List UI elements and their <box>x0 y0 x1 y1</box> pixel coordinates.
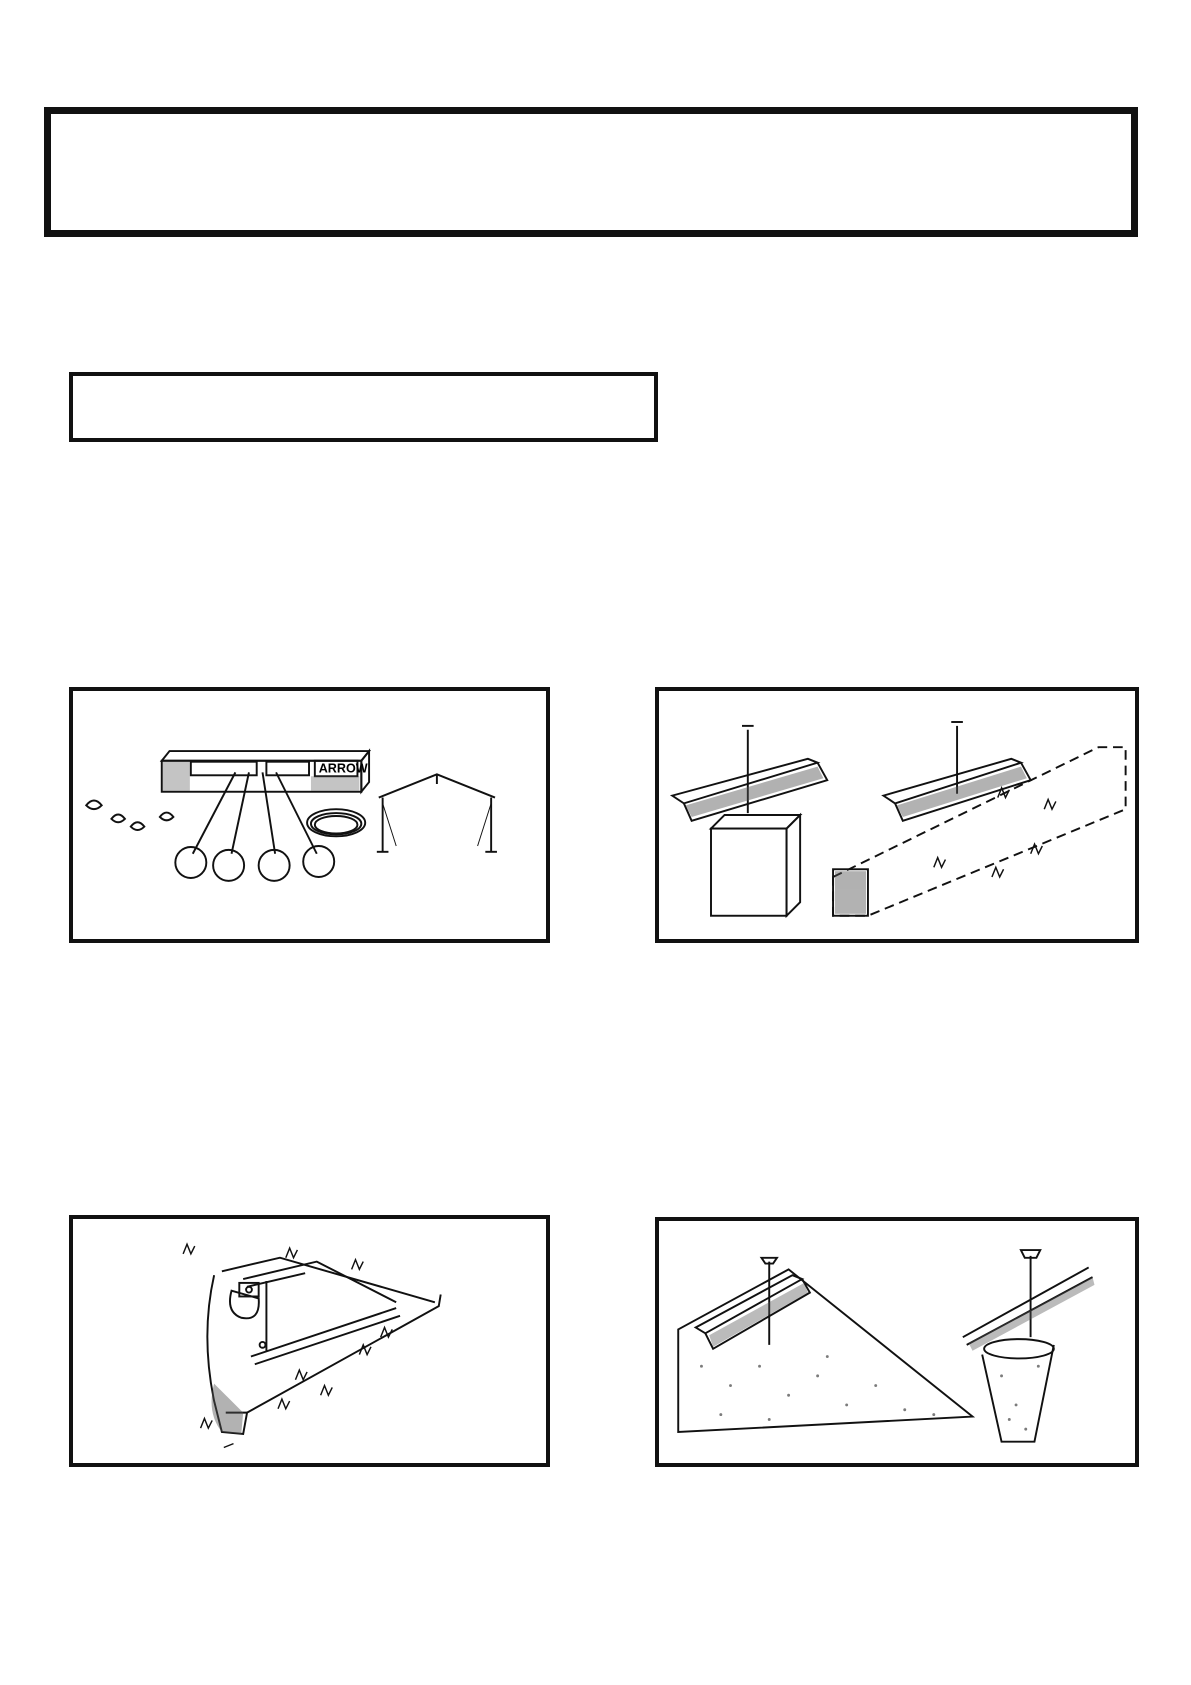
concrete-anchor-illustration <box>659 1221 1135 1463</box>
subtitle-box <box>69 372 658 442</box>
anchor-kit-illustration <box>73 691 546 939</box>
title-box <box>44 107 1138 237</box>
figure-anchor-kit <box>69 687 550 943</box>
figure-frame-ground <box>69 1215 550 1467</box>
ground-frame-illustration <box>73 1219 546 1463</box>
brand-label: ARROW <box>318 761 368 776</box>
figure-wood-floor <box>655 687 1139 943</box>
figure-concrete-slab <box>655 1217 1139 1467</box>
wood-foundation-illustration <box>659 691 1135 939</box>
